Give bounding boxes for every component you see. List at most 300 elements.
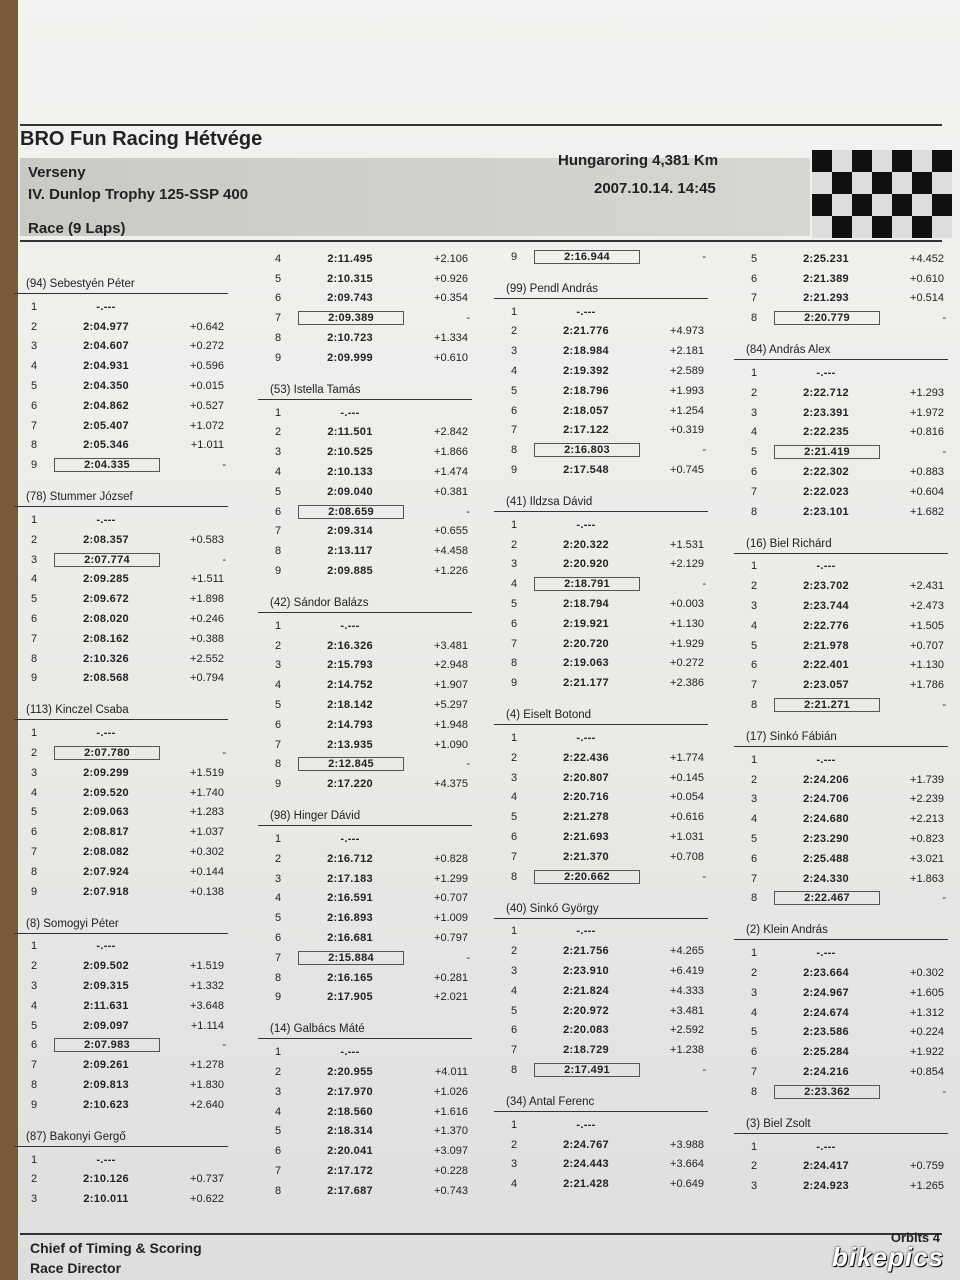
lap-time: 2:04.350	[83, 380, 129, 393]
lap-number: 3	[274, 872, 282, 885]
lap-gap: +1.130	[910, 659, 944, 672]
lap-gap: +0.527	[190, 399, 224, 412]
rider-name: (98) Hinger Dávid	[258, 808, 472, 826]
lap-number: 8	[750, 1085, 758, 1098]
lap-number: 1	[750, 947, 758, 960]
chief-of-timing-label: Chief of Timing & Scoring	[30, 1240, 202, 1256]
lap-gap: +0.144	[190, 865, 224, 878]
lap-number: 7	[750, 292, 758, 305]
lap-row	[494, 1115, 708, 1135]
lap-row	[258, 849, 472, 869]
lap-time: 2:09.285	[83, 573, 129, 586]
lap-gap: +0.003	[670, 598, 704, 611]
lap-number: 8	[274, 332, 282, 345]
lap-number: 7	[274, 738, 282, 751]
lap-gap: +4.973	[670, 325, 704, 338]
lap-number: 9	[274, 351, 282, 364]
lap-number: 4	[510, 984, 518, 997]
lap-row	[494, 594, 708, 614]
lap-row	[14, 1189, 228, 1209]
lap-row	[258, 908, 472, 928]
lap-time: 2:16.944	[534, 250, 640, 264]
lap-time: 2:20.041	[327, 1145, 373, 1158]
lap-gap: +3.481	[434, 639, 468, 652]
lap-time: 2:09.097	[83, 1019, 129, 1032]
rider-name: (94) Sebestyén Péter	[14, 276, 228, 294]
lap-row	[494, 1021, 708, 1041]
lap-column-2	[258, 249, 472, 1215]
rider-name: (42) Sándor Balázs	[258, 595, 472, 613]
rider-block	[734, 342, 948, 521]
lap-row	[14, 1095, 228, 1115]
lap-gap: +4.375	[434, 778, 468, 791]
lap-time: -.---	[96, 300, 116, 313]
lap-gap: -	[222, 553, 226, 566]
lap-row	[258, 968, 472, 988]
lap-row	[734, 770, 948, 790]
lap-row	[734, 675, 948, 695]
rider-block	[14, 1129, 228, 1209]
lap-time: 2:22.235	[803, 426, 849, 439]
lap-number: 1	[274, 406, 282, 419]
lap-time: 2:24.330	[803, 872, 849, 885]
lap-row	[494, 1135, 708, 1155]
lap-time: 2:09.261	[83, 1059, 129, 1072]
lap-number: 8	[510, 657, 518, 670]
lap-number: 8	[510, 1063, 518, 1076]
lap-number: 5	[30, 380, 38, 393]
lap-gap: +0.246	[190, 613, 224, 626]
page-title: BRO Fun Racing Hétvége	[20, 128, 263, 150]
lap-number: 1	[30, 727, 38, 740]
lap-time: 2:21.776	[563, 325, 609, 338]
lap-time: 2:09.389	[298, 311, 404, 325]
lap-time: -.---	[576, 305, 596, 318]
lap-number: 3	[750, 793, 758, 806]
lap-time: 2:09.999	[327, 351, 373, 364]
lap-row	[734, 869, 948, 889]
lap-time: 2:08.082	[83, 846, 129, 859]
lap-row	[494, 555, 708, 575]
lap-row	[734, 403, 948, 423]
lap-gap: +1.130	[670, 617, 704, 630]
lap-row	[258, 715, 472, 735]
lap-row	[734, 1062, 948, 1082]
lap-time: 2:13.935	[327, 738, 373, 751]
lap-number: 7	[750, 1065, 758, 1078]
lap-time: 2:21.756	[563, 945, 609, 958]
lap-gap: +1.830	[190, 1078, 224, 1091]
lap-time: 2:17.491	[534, 1063, 640, 1077]
lap-number: 4	[30, 360, 38, 373]
lap-number: 2	[30, 320, 38, 333]
lap-number: 1	[510, 1118, 518, 1131]
lap-row	[14, 416, 228, 436]
lap-number: 6	[274, 292, 282, 305]
lap-time: 2:21.419	[774, 445, 880, 459]
lap-row	[258, 948, 472, 968]
lap-number: 6	[510, 404, 518, 417]
lap-number: 3	[30, 553, 38, 566]
lap-number: 1	[510, 925, 518, 938]
lap-number: 9	[30, 672, 38, 685]
lap-time: 2:21.389	[803, 272, 849, 285]
lap-time: 2:09.315	[83, 980, 129, 992]
lap-row	[494, 807, 708, 827]
rider-name: (34) Antal Ferenc	[494, 1094, 708, 1112]
lap-row	[734, 829, 948, 849]
lap-gap: -	[222, 459, 226, 472]
lap-row	[494, 728, 708, 748]
lap-time: 2:09.885	[327, 565, 373, 578]
lap-gap: +0.883	[910, 466, 944, 479]
lap-time: 2:13.117	[327, 545, 373, 558]
lap-gap: -	[702, 578, 706, 591]
rider-name: (14) Galbács Máté	[258, 1021, 472, 1039]
rider-name: (40) Sinkó György	[494, 901, 708, 919]
lap-gap: -	[942, 699, 946, 712]
lap-time: 2:21.693	[563, 831, 609, 844]
lap-number: 6	[274, 718, 282, 731]
lap-gap: -	[702, 1063, 706, 1076]
lap-row	[734, 1082, 948, 1102]
lap-gap: +3.648	[190, 999, 224, 1012]
race-director-label: Race Director	[30, 1260, 122, 1276]
lap-number: 8	[30, 652, 38, 665]
lap-number: 8	[750, 312, 758, 325]
lap-row	[258, 616, 472, 636]
lap-number: 8	[30, 1078, 38, 1091]
lap-time: 2:10.315	[327, 272, 373, 285]
lap-time: 2:19.392	[563, 365, 609, 378]
lap-gap: +0.138	[190, 885, 224, 898]
lap-gap: -	[702, 250, 706, 263]
rider-block	[258, 1021, 472, 1200]
lap-row	[734, 750, 948, 770]
lap-gap: -	[466, 312, 470, 325]
rider-name: (41) Ildzsa Dávid	[494, 494, 708, 512]
event-type: Verseny	[28, 164, 86, 181]
lap-time: 2:10.723	[327, 332, 373, 345]
lap-number: 3	[30, 340, 38, 353]
rider-block	[734, 922, 948, 1101]
lap-number: 9	[30, 459, 38, 472]
header-bottom-rule	[20, 240, 942, 242]
lap-gap: +0.272	[670, 657, 704, 670]
rider-block	[494, 494, 708, 693]
lap-gap: +1.605	[910, 986, 944, 999]
lap-row	[14, 1016, 228, 1036]
lap-gap: +1.254	[670, 404, 704, 417]
rider-name: (113) Kinczel Csaba	[14, 702, 228, 720]
lap-number: 3	[510, 558, 518, 571]
lap-number: 4	[274, 466, 282, 479]
lap-number: 9	[30, 1098, 38, 1111]
lap-gap: +1.531	[670, 538, 704, 551]
lap-row	[258, 403, 472, 423]
lap-gap: +0.388	[190, 632, 224, 645]
session-datetime: 2007.10.14. 14:45	[594, 180, 716, 197]
lap-time: -.---	[96, 514, 116, 527]
rider-block	[14, 276, 228, 475]
lap-row	[14, 763, 228, 783]
lap-number: 2	[30, 960, 38, 973]
lap-time: -.---	[816, 947, 836, 960]
lap-row	[734, 963, 948, 983]
lap-time: 2:07.918	[83, 885, 129, 898]
lap-row	[494, 302, 708, 322]
lap-time: 2:16.681	[327, 932, 373, 944]
lap-time: 2:11.495	[327, 252, 373, 265]
lap-row	[14, 669, 228, 689]
lap-row	[14, 723, 228, 743]
lap-time: 2:12.845	[298, 757, 404, 771]
rider-name: (4) Eiselt Botond	[494, 707, 708, 725]
lap-time: 2:23.702	[803, 580, 849, 593]
lap-row	[258, 423, 472, 443]
lap-number: 6	[750, 852, 758, 865]
lap-number: 7	[274, 312, 282, 325]
rider-name: (2) Klein András	[734, 922, 948, 940]
lap-time: -.---	[340, 833, 360, 846]
lap-row	[494, 1060, 708, 1080]
lap-time: 2:22.712	[803, 386, 849, 399]
lap-gap: +1.863	[910, 872, 944, 885]
lap-gap: +2.592	[670, 1024, 704, 1037]
lap-gap: +4.333	[670, 984, 704, 997]
lap-number: 4	[510, 578, 518, 591]
lap-gap: +0.596	[190, 360, 224, 373]
lap-time: 2:07.780	[54, 746, 160, 760]
lap-time: 2:21.278	[563, 811, 609, 824]
lap-number: 3	[750, 600, 758, 613]
lap-gap: +0.642	[190, 320, 224, 333]
lap-number: 4	[274, 252, 282, 265]
lap-number: 1	[274, 1046, 282, 1059]
lap-number: 4	[274, 1105, 282, 1118]
lap-column-3	[494, 247, 708, 1208]
rider-block	[258, 249, 472, 368]
lap-gap: +1.283	[190, 806, 224, 819]
lap-number: 1	[30, 300, 38, 313]
lap-time: 2:07.983	[54, 1038, 160, 1052]
lap-gap: +1.072	[190, 419, 224, 432]
lap-gap: +0.649	[670, 1178, 704, 1191]
lap-gap: -	[702, 444, 706, 457]
rider-block	[734, 729, 948, 908]
lap-gap: +1.037	[190, 826, 224, 839]
lap-gap: +2.106	[434, 252, 468, 265]
lap-time: 2:23.744	[803, 600, 849, 613]
lap-row	[494, 981, 708, 1001]
lap-number: 5	[510, 811, 518, 824]
lap-row	[258, 522, 472, 542]
lap-row	[734, 289, 948, 309]
lap-number: 1	[30, 1153, 38, 1166]
lap-number: 6	[274, 1145, 282, 1158]
lap-time: 2:21.293	[803, 292, 849, 305]
lap-row	[14, 783, 228, 803]
lap-row	[494, 847, 708, 867]
lap-row	[258, 462, 472, 482]
lap-number: 5	[750, 252, 758, 265]
lap-number: 7	[510, 424, 518, 437]
lap-time: 2:18.791	[534, 577, 640, 591]
lap-number: 8	[750, 505, 758, 518]
lap-row	[258, 636, 472, 656]
lap-gap: +0.302	[190, 846, 224, 859]
lap-number: 9	[274, 778, 282, 791]
rider-name: (3) Biel Zsolt	[734, 1116, 948, 1134]
lap-row	[494, 535, 708, 555]
lap-time: 2:20.662	[534, 870, 640, 884]
lap-number: 7	[30, 419, 38, 432]
lap-number: 7	[274, 951, 282, 964]
lap-number: 2	[274, 639, 282, 652]
lap-gap: +0.797	[434, 932, 468, 944]
lap-gap: +0.743	[434, 1184, 468, 1197]
lap-row	[734, 502, 948, 522]
lap-number: 4	[750, 619, 758, 632]
lap-number: 3	[274, 446, 282, 459]
lap-gap: +1.370	[434, 1125, 468, 1138]
lap-number: 3	[750, 986, 758, 999]
lap-time: 2:10.623	[83, 1098, 129, 1111]
lap-row	[734, 557, 948, 577]
lap-gap: +1.293	[910, 386, 944, 399]
lap-number: 3	[510, 345, 518, 358]
lap-number: 7	[30, 632, 38, 645]
lap-row	[494, 381, 708, 401]
lap-row	[14, 1036, 228, 1056]
lap-row	[734, 1042, 948, 1062]
lap-number: 1	[510, 305, 518, 318]
lap-gap: +1.011	[190, 439, 224, 452]
lap-row	[734, 656, 948, 676]
lap-time: 2:23.290	[803, 833, 849, 846]
lap-time: 2:18.794	[563, 598, 609, 611]
lap-time: -.---	[816, 367, 836, 380]
lap-number: 1	[274, 833, 282, 846]
lap-gap: +1.972	[910, 406, 944, 419]
lap-gap: +1.993	[670, 384, 704, 397]
lap-row	[734, 596, 948, 616]
lap-number: 3	[30, 1193, 38, 1206]
lap-time: 2:21.370	[563, 850, 609, 863]
lap-gap: +1.114	[190, 1019, 224, 1032]
lap-time: 2:08.817	[83, 826, 129, 839]
lap-number: 1	[750, 367, 758, 380]
lap-number: 2	[30, 1173, 38, 1186]
lap-time: 2:11.631	[83, 999, 129, 1012]
lap-gap: +1.334	[434, 332, 468, 345]
lap-row	[14, 609, 228, 629]
lap-gap: +1.948	[434, 718, 468, 731]
lap-number: 4	[510, 791, 518, 804]
lap-time: -.---	[576, 732, 596, 745]
lap-gap: +1.090	[434, 738, 468, 751]
lap-number: 5	[274, 912, 282, 925]
lap-row	[494, 827, 708, 847]
lap-time: 2:09.314	[327, 525, 373, 538]
lap-time: 2:10.326	[83, 652, 129, 665]
lap-time: 2:20.716	[563, 791, 609, 804]
footer-signatures	[30, 1238, 202, 1278]
lap-time: 2:09.063	[83, 806, 129, 819]
lap-row	[734, 790, 948, 810]
lap-gap: +1.866	[434, 446, 468, 459]
lap-gap: +0.145	[670, 771, 704, 784]
lap-number: 5	[30, 1019, 38, 1032]
lap-gap: +1.511	[190, 573, 224, 586]
lap-number: 8	[510, 444, 518, 457]
lap-row	[734, 695, 948, 715]
lap-time: 2:24.216	[803, 1065, 849, 1078]
lap-number: 5	[274, 485, 282, 498]
lap-row	[734, 383, 948, 403]
lap-time: 2:20.083	[563, 1024, 609, 1037]
lap-number: 2	[30, 533, 38, 546]
lap-row	[258, 442, 472, 462]
lap-time: 2:05.346	[83, 439, 129, 452]
lap-time: 2:22.467	[774, 891, 880, 905]
lap-gap: +0.381	[434, 485, 468, 498]
lap-number: 7	[30, 1059, 38, 1072]
lap-row	[734, 462, 948, 482]
lap-gap: +0.604	[910, 485, 944, 498]
lap-number: 7	[274, 525, 282, 538]
lap-time: 2:08.020	[83, 613, 129, 626]
lap-time: 2:09.672	[83, 593, 129, 606]
lap-time: 2:05.407	[83, 419, 129, 432]
lap-row	[14, 455, 228, 475]
lap-gap: +1.682	[910, 505, 944, 518]
lap-row	[14, 743, 228, 763]
lap-gap: +0.816	[910, 426, 944, 439]
lap-gap: +2.589	[670, 365, 704, 378]
lap-row	[14, 882, 228, 902]
lap-gap: +0.302	[910, 967, 944, 979]
lap-gap: -	[942, 1085, 946, 1098]
checkered-flag-icon	[812, 150, 952, 238]
lap-row	[258, 988, 472, 1008]
lap-row	[258, 482, 472, 502]
lap-gap: +2.129	[670, 558, 704, 571]
lap-time: 2:14.752	[327, 679, 373, 692]
lap-row	[14, 822, 228, 842]
lap-gap: +2.239	[910, 793, 944, 806]
lap-gap: +1.332	[190, 980, 224, 992]
lap-time: 2:20.807	[563, 771, 609, 784]
lap-row	[494, 788, 708, 808]
lap-row	[734, 423, 948, 443]
lap-time: 2:09.299	[83, 766, 129, 779]
lap-row	[494, 574, 708, 594]
lap-gap: +1.026	[434, 1085, 468, 1098]
lap-gap: +3.021	[910, 852, 944, 865]
lap-gap: +0.354	[434, 292, 468, 305]
lap-time: 2:24.443	[563, 1158, 609, 1171]
orbits-label: Orbits 4	[890, 1230, 940, 1245]
lap-time: 2:22.436	[563, 751, 609, 764]
lap-time: 2:22.023	[803, 485, 849, 498]
rider-block	[494, 281, 708, 480]
lap-row	[494, 247, 708, 267]
lap-gap: +0.737	[190, 1173, 224, 1186]
lap-row	[14, 510, 228, 530]
lap-row	[14, 629, 228, 649]
lap-row	[734, 616, 948, 636]
